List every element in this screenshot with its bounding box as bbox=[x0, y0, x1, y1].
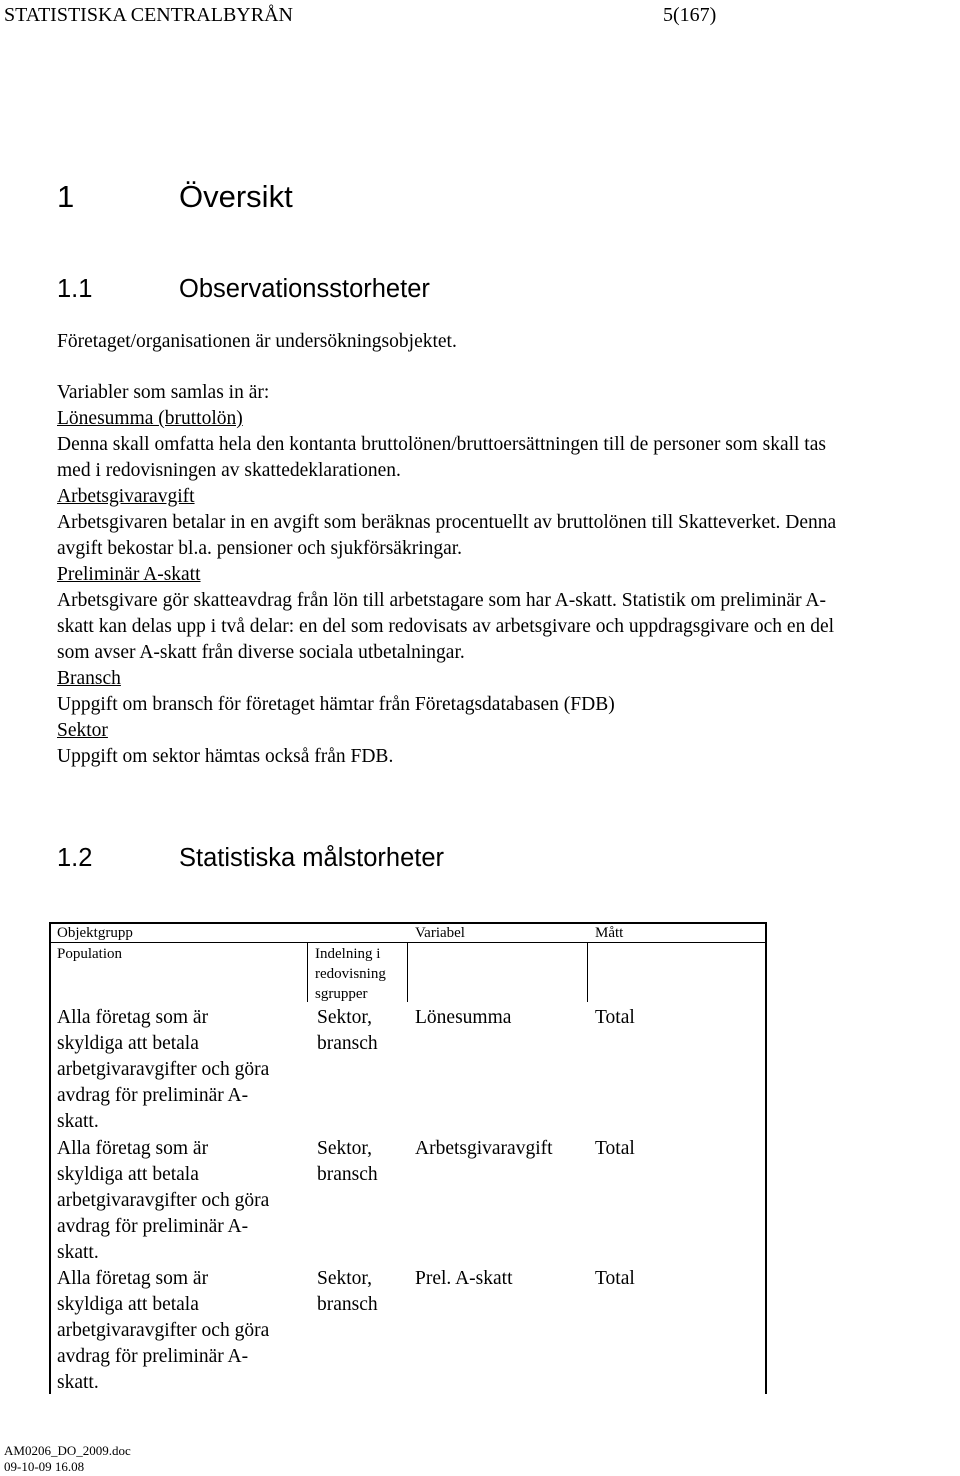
footer-filename: AM0206_DO_2009.doc bbox=[4, 1443, 131, 1458]
population-line: skatt. bbox=[57, 1372, 99, 1393]
variable-name-preliminar-a-skatt: Preliminär A-skatt bbox=[57, 564, 201, 585]
population-line: Alla företag som är bbox=[57, 1268, 209, 1289]
variable-desc-line: Arbetsgivare gör skatteavdrag från lön till arbetstagare som har A-skatt. Statistik om preliminär A- bbox=[57, 590, 826, 611]
population-line: skyldiga att betala bbox=[57, 1294, 199, 1315]
variable-desc-line: skatt kan delas upp i två delar: en del som redovisats av arbetsgivare och uppdragsgivare och en del bbox=[57, 616, 835, 637]
header-page-number: 5(167) bbox=[663, 4, 717, 26]
population-line: Alla företag som är bbox=[57, 1007, 209, 1028]
section-1-2-title: Statistiska målstorheter bbox=[179, 844, 445, 872]
header-variabel: Variabel bbox=[415, 925, 465, 941]
variable-name-sektor: Sektor bbox=[57, 720, 108, 741]
variabel-cell: Arbetsgivaravgift bbox=[415, 1138, 553, 1159]
table-row-3 bbox=[57, 1266, 269, 1396]
indelning-line: bransch bbox=[317, 1033, 378, 1054]
subheader-population: Population bbox=[57, 946, 123, 962]
variable-desc-line: Arbetsgivaren betalar in en avgift som beräknas procentuellt av bruttolönen till Skatteverket. Denna bbox=[57, 512, 837, 533]
intro-paragraph: Företaget/organisationen är undersökningsobjektet. bbox=[57, 331, 457, 352]
variabel-cell: Prel. A-skatt bbox=[415, 1268, 513, 1289]
subheader-indelning-line: Indelning i bbox=[315, 946, 381, 962]
indelning-line: Sektor, bbox=[317, 1268, 373, 1289]
population-line: arbetgivaravgifter och göra bbox=[57, 1059, 270, 1080]
malstorheter-table bbox=[49, 922, 767, 1394]
header-org: STATISTISKA CENTRALBYRÅN bbox=[4, 4, 293, 26]
population-line: skyldiga att betala bbox=[57, 1164, 199, 1185]
header-matt: Mått bbox=[595, 925, 624, 941]
indelning-cell bbox=[317, 1005, 378, 1057]
population-line: avdrag för preliminär A- bbox=[57, 1085, 249, 1106]
population-line: avdrag för preliminär A- bbox=[57, 1216, 249, 1237]
header-objektgrupp: Objektgrupp bbox=[57, 925, 133, 941]
table-row-1 bbox=[57, 1005, 269, 1135]
table-subheader-divider bbox=[407, 942, 408, 1002]
variable-desc-line: med i redovisningen av skattedeklarationen. bbox=[57, 460, 401, 481]
section-1-number: 1 bbox=[57, 179, 75, 214]
variable-desc-line: avgift bekostar bl.a. pensioner och sjukförsäkringar. bbox=[57, 538, 463, 559]
variable-name-arbetsgivaravgift: Arbetsgivaravgift bbox=[57, 486, 195, 507]
variables-intro: Variabler som samlas in är: bbox=[57, 382, 270, 403]
indelning-cell bbox=[317, 1266, 378, 1318]
population-line: arbetgivaravgifter och göra bbox=[57, 1190, 270, 1211]
population-line: arbetgivaravgifter och göra bbox=[57, 1320, 270, 1341]
table-border-right bbox=[765, 922, 767, 1394]
section-1-2-number: 1.2 bbox=[57, 844, 93, 872]
indelning-line: Sektor, bbox=[317, 1138, 373, 1159]
variable-desc-line: Denna skall omfatta hela den kontanta bruttolönen/bruttoersättningen till de personer som skall tas bbox=[57, 434, 826, 455]
indelning-line: Sektor, bbox=[317, 1007, 373, 1028]
indelning-line: bransch bbox=[317, 1164, 378, 1185]
variable-desc-line: som avser A-skatt från diverse sociala utbetalningar. bbox=[57, 642, 465, 663]
matt-cell: Total bbox=[595, 1007, 635, 1028]
section-1-1-number: 1.1 bbox=[57, 275, 93, 303]
table-subheader-divider bbox=[307, 942, 308, 1002]
population-line: Alla företag som är bbox=[57, 1138, 209, 1159]
population-line: skatt. bbox=[57, 1242, 99, 1263]
indelning-cell bbox=[317, 1136, 378, 1188]
table-header-divider bbox=[49, 942, 767, 943]
variable-desc-line: Uppgift om bransch för företaget hämtar från Företagsdatabasen (FDB) bbox=[57, 694, 615, 715]
table-row-2 bbox=[57, 1136, 269, 1266]
indelning-line: bransch bbox=[317, 1294, 378, 1315]
subheader-indelning-line: redovisning bbox=[315, 966, 386, 982]
population-line: skatt. bbox=[57, 1111, 99, 1132]
variable-name-lonesumma: Lönesumma (bruttolön) bbox=[57, 408, 243, 429]
population-line: skyldiga att betala bbox=[57, 1033, 199, 1054]
variable-desc-line: Uppgift om sektor hämtas också från FDB. bbox=[57, 746, 394, 767]
section-1-title: Översikt bbox=[179, 179, 293, 214]
matt-cell: Total bbox=[595, 1268, 635, 1289]
subheader-indelning-line: sgrupper bbox=[315, 986, 368, 1002]
variable-name-bransch: Bransch bbox=[57, 668, 121, 689]
table-border-left bbox=[49, 922, 51, 1394]
population-line: avdrag för preliminär A- bbox=[57, 1346, 249, 1367]
section-1-1-title: Observationsstorheter bbox=[179, 275, 430, 303]
variabel-cell: Lönesumma bbox=[415, 1007, 512, 1028]
matt-cell: Total bbox=[595, 1138, 635, 1159]
table-border-top bbox=[49, 922, 767, 924]
table-subheader-divider bbox=[587, 942, 588, 1002]
footer-timestamp: 09-10-09 16.08 bbox=[4, 1459, 85, 1474]
